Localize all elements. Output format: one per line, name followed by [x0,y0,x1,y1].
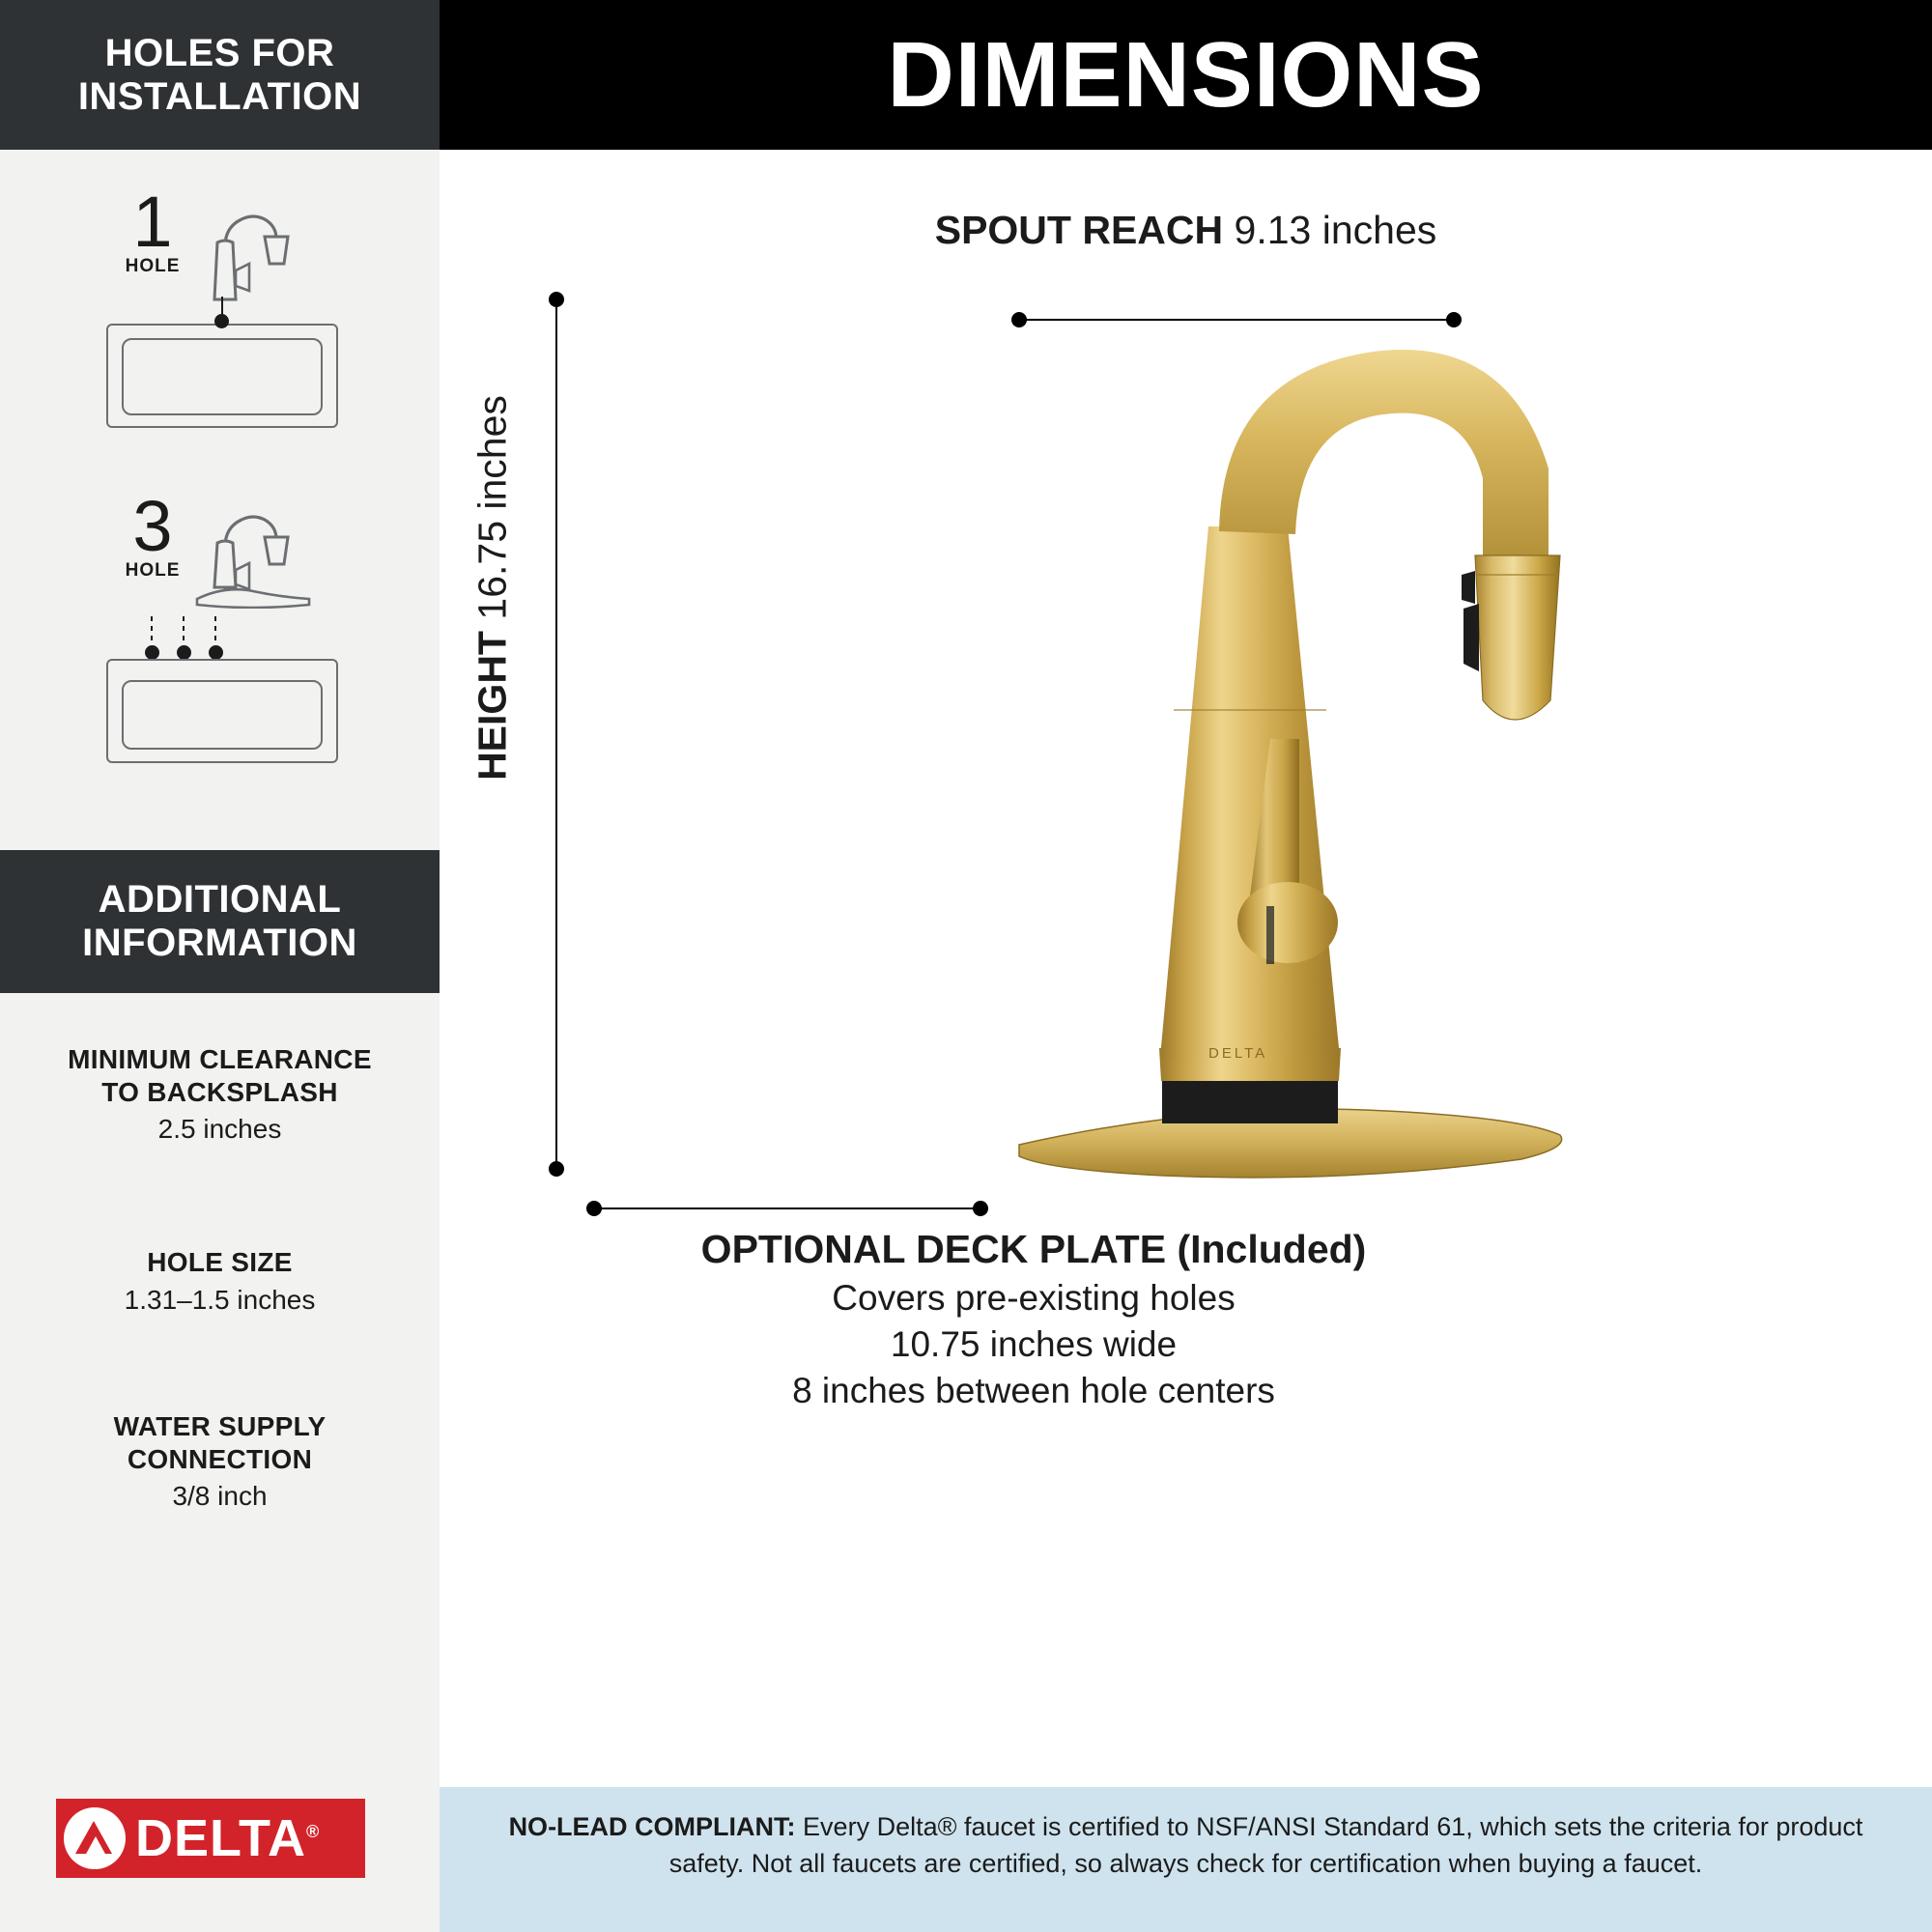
height-label [470,337,516,839]
hole-marker-left [145,645,159,660]
info-0-value: 2.5 inches [157,1114,282,1145]
info-2-value: 3/8 inch [172,1481,268,1512]
hole-marker-middle [177,645,191,660]
faucet-brand-text: DELTA [1208,1045,1268,1062]
info-hole-size [0,1246,440,1318]
info-1-value: 1.31–1.5 inches [124,1284,316,1315]
delta-wordmark [135,1808,320,1868]
delta-brand-text: DELTA [135,1809,306,1867]
height-name: HEIGHT [469,631,515,781]
hole-3-number: 3 [132,486,173,566]
deck-plate-title: OPTIONAL DECK PLATE (Included) [700,1227,1367,1271]
sink-basin-1hole [122,338,323,415]
deck-plate-sub3: 8 inches between hole centers [792,1371,1275,1410]
additional-header-line2: INFORMATION [82,922,357,964]
page-title: DIMENSIONS [887,22,1485,127]
hole-option-1-count [114,182,191,277]
holes-for-installation-header [0,0,440,150]
deck-plate-sub2: 10.75 inches wide [890,1324,1178,1364]
delta-logo [56,1799,365,1878]
faucet-illustration [980,285,1773,1212]
faucet-svg [980,285,1773,1212]
additional-information-header [0,850,440,993]
hole-leader-line [221,297,223,318]
note-bold-label: NO-LEAD COMPLIANT: [508,1812,796,1841]
deck-plate-info [440,1227,1628,1411]
delta-registered-mark: ® [305,1822,321,1841]
mini-faucet-1hole-icon [193,179,319,304]
info-0-label2: TO BACKSPLASH [101,1076,338,1107]
spout-reach-value: 9.13 inches [1234,208,1437,252]
note-body: Every Delta® faucet is certified to NSF/ANSI Standard 61, which sets the criteria for product safety. Not all faucets are certified, so always check for certification when buying a faucet. [668,1812,1863,1879]
note-text [472,1808,1899,1883]
holes-header-line2: INSTALLATION [77,74,362,118]
holes-header-line1: HOLES FOR [104,31,335,74]
sink-basin-3hole [122,680,323,750]
additional-header-line1: ADDITIONAL [98,878,342,922]
left-sidebar [0,0,440,1932]
hole-3-word: HOLE [125,560,181,582]
spout-reach-name: SPOUT REACH [934,208,1224,252]
hole-leader-lines-3hole [140,616,237,647]
spout-reach-label [440,208,1932,253]
height-value: 16.75 inches [469,395,515,620]
info-2-label1: WATER SUPPLY [113,1411,327,1441]
info-2-label2: CONNECTION [127,1443,313,1474]
info-water-supply [0,1410,440,1515]
diagram-area [440,150,1932,1932]
mini-faucet-3hole-icon [193,483,319,609]
info-0-label1: MINIMUM CLEARANCE [68,1044,372,1074]
hole-marker-right [209,645,223,660]
deck-plate-sub1: Covers pre-existing holes [832,1278,1236,1318]
hole-option-3-count [114,486,191,582]
deck-plate-measure-line [594,1208,980,1209]
height-measure-line [555,299,557,1169]
delta-triangle-icon [64,1807,126,1869]
hole-1-number: 1 [132,182,173,262]
dimensions-title-bar [440,0,1932,150]
info-1-label1: HOLE SIZE [147,1247,293,1277]
no-lead-compliance-note [440,1787,1932,1932]
hole-option-3 [0,486,440,811]
hole-option-1 [0,182,440,478]
hole-1-word: HOLE [125,256,181,277]
info-minimum-clearance [0,1043,440,1148]
